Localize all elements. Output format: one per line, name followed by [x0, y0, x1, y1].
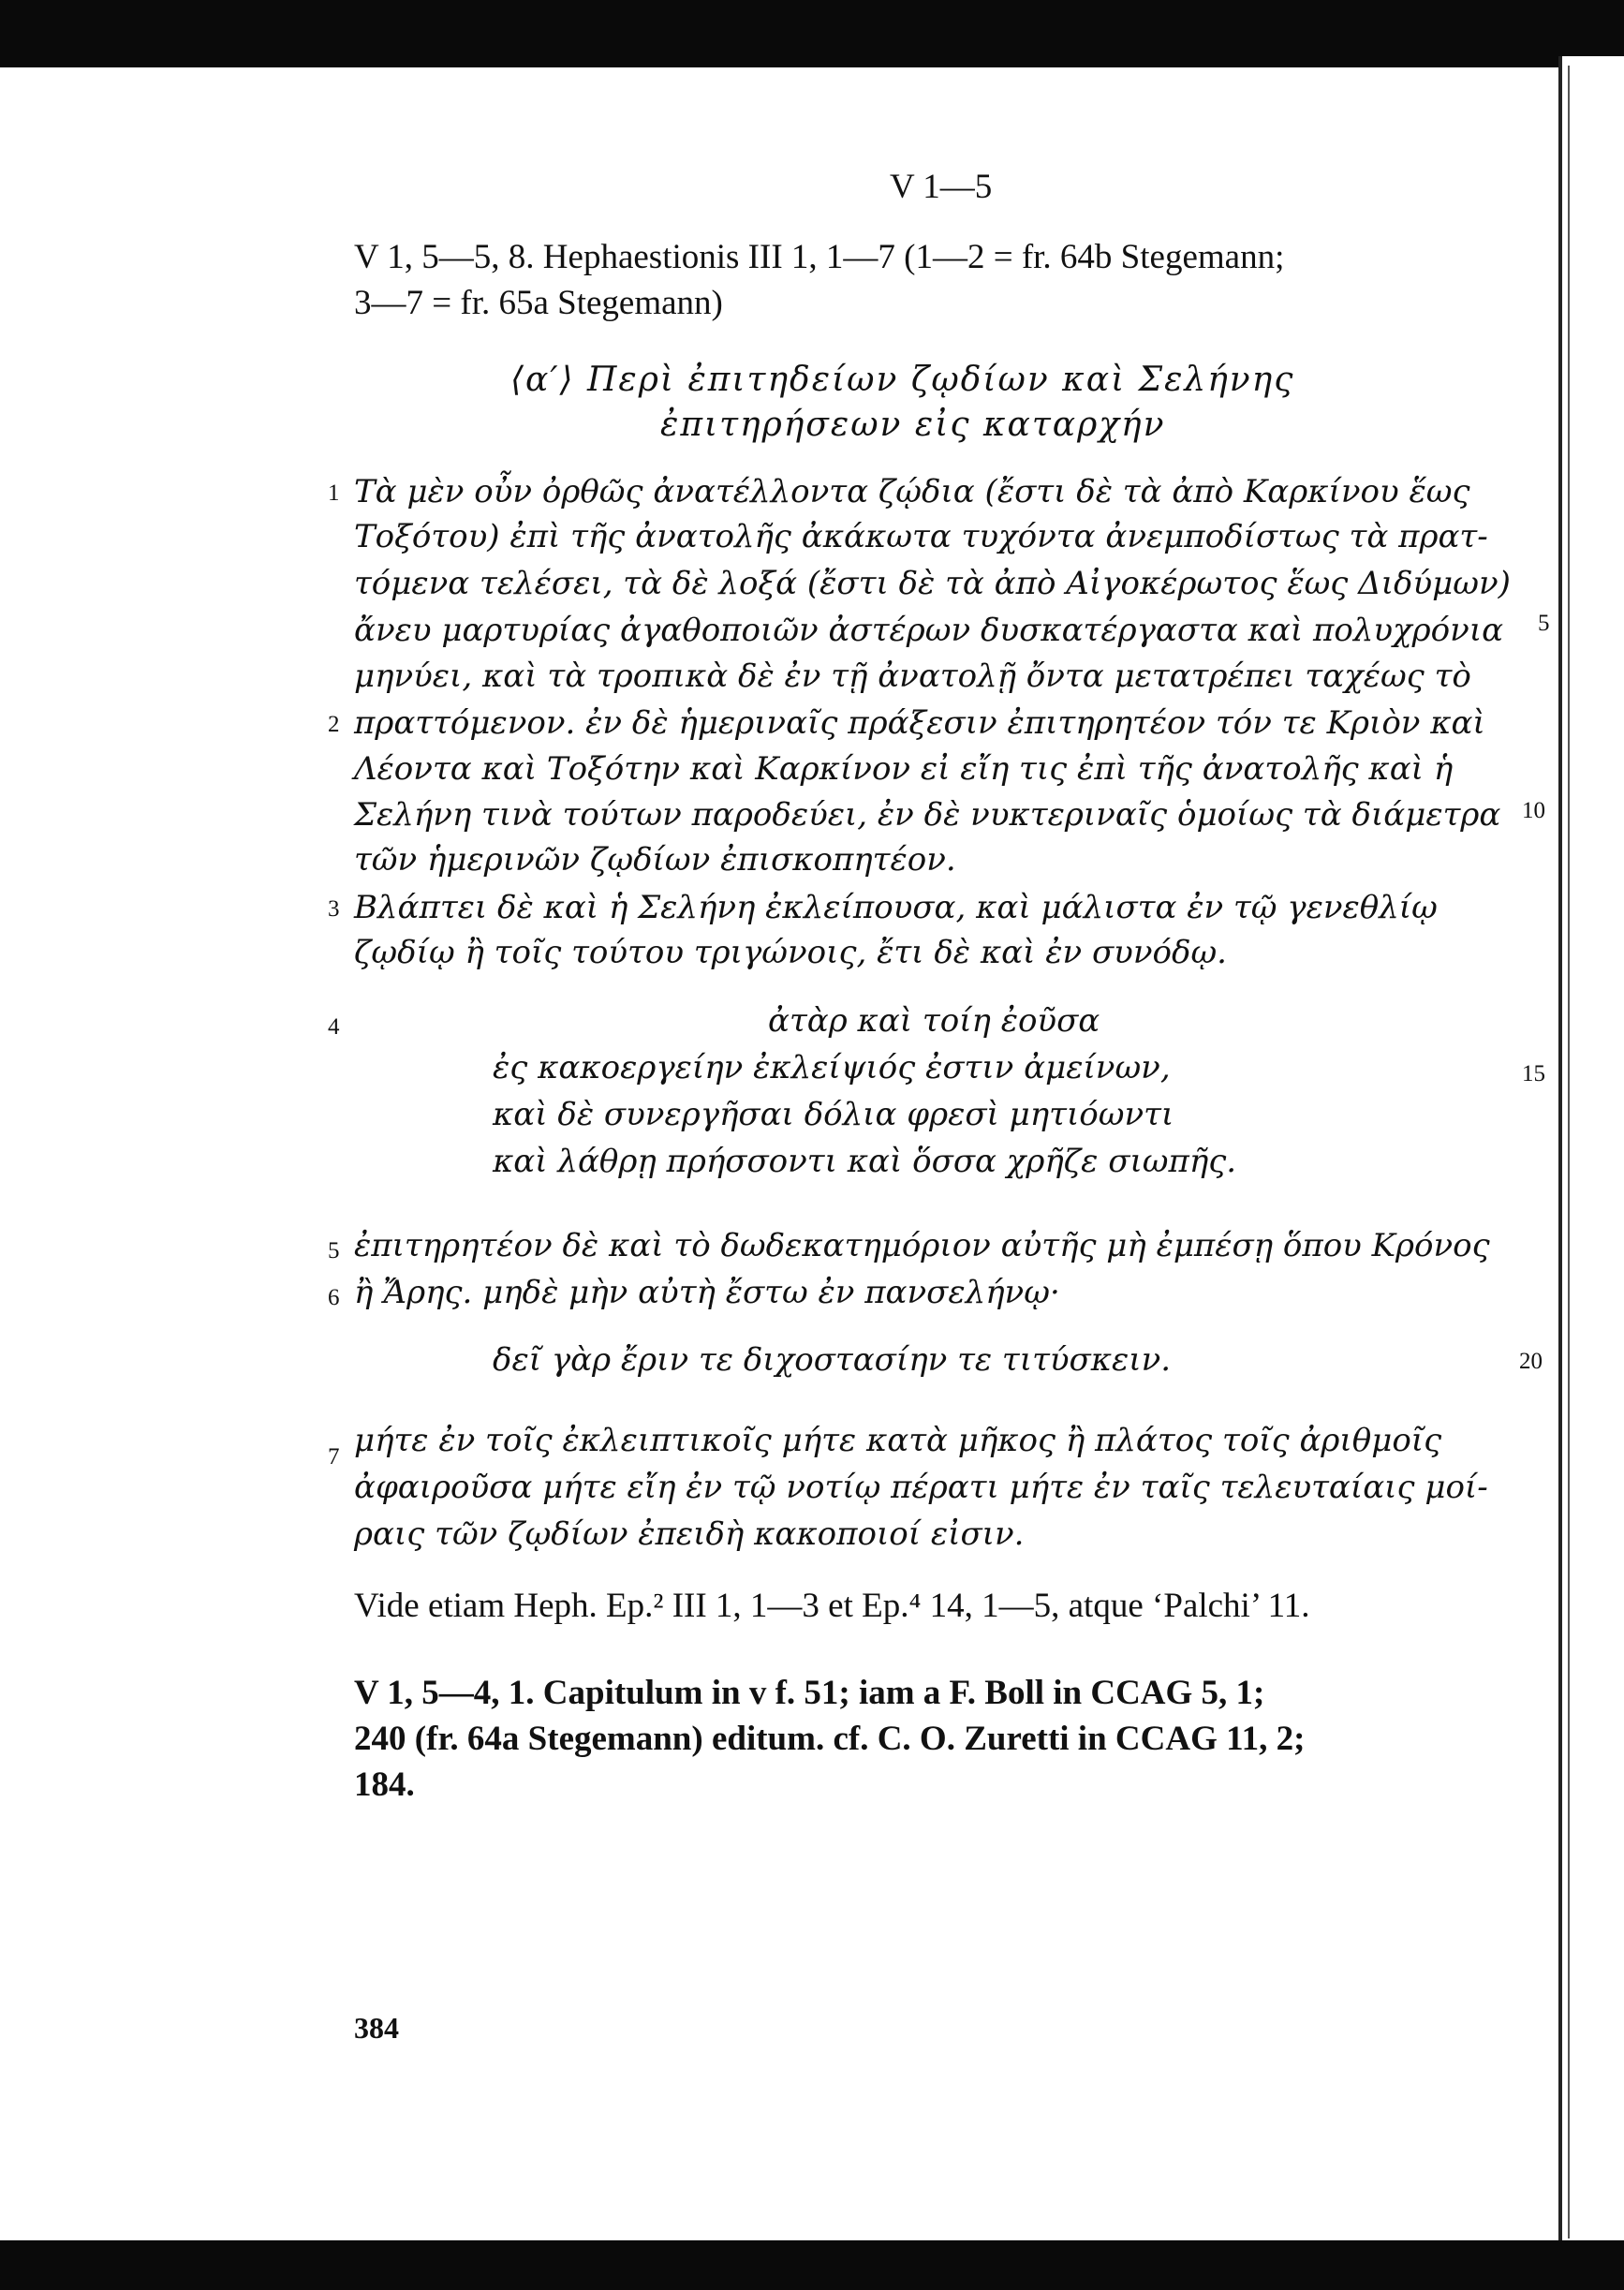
line-number-10: 10: [1522, 798, 1545, 823]
scan-right-margin: [1562, 56, 1624, 2253]
text-line: Βλάπτει δὲ καὶ ἡ Σελήνη ἐκλείπουσα, καὶ μάλιστα ἐν τῷ γενεθλίῳ: [354, 889, 1438, 926]
verse-line: δεῖ γὰρ ἔριν τε διχοστασίην τε τιτύσκειν.: [493, 1341, 1172, 1379]
section-number-7: 7: [328, 1444, 340, 1470]
section-number-3: 3: [328, 896, 340, 922]
text-line: ραις τῶν ζῳδίων ἐπειδὴ κακοποιοί εἰσιν.: [354, 1515, 1025, 1553]
text-line: ἢ Ἄρης. μηδὲ μὴν αὐτὴ ἔστω ἐν πανσελήνῳ·: [354, 1274, 1060, 1311]
chapter-title-line-2: ἐπιτηρήσεων εἰς καταρχήν: [660, 406, 1166, 444]
line-number-5: 5: [1538, 611, 1550, 636]
text-line: μηνύει, καὶ τὰ τροπικὰ δὲ ἐν τῇ ἀνατολῇ ὄντα μετατρέπει ταχέως τὸ: [354, 657, 1471, 695]
text-line: Τοξότου) ἐπὶ τῆς ἀνατολῆς ἀκάκωτα τυχόντα ἀνεμποδίστως τὰ πρατ-: [354, 518, 1488, 555]
text-line: Σελήνη τινὰ τούτων παροδεύει, ἐν δὲ νυκτεριναῖς ὁμοίως τὰ διάμετρα: [354, 796, 1501, 834]
text-line: ἀφαιροῦσα μήτε εἴη ἐν τῷ νοτίῳ πέρατι μήτε ἐν ταῖς τελευταίαις μοί-: [354, 1469, 1488, 1506]
text-line: Λέοντα καὶ Τοξότην καὶ Καρκίνον εἰ εἴη τις ἐπὶ τῆς ἀνατολῆς καὶ ἡ: [354, 750, 1454, 788]
scan-top-border: [0, 0, 1624, 67]
text-line: ἄνευ μαρτυρίας ἀγαθοποιῶν ἀστέρων δυσκατέργαστα καὶ πολυχρόνια: [354, 612, 1504, 649]
section-number-2: 2: [328, 712, 340, 737]
running-head: V 1—5: [890, 168, 993, 206]
text-line: μήτε ἐν τοῖς ἐκλειπτικοῖς μήτε κατὰ μῆκος ἢ πλάτος τοῖς ἀριθμοῖς: [354, 1422, 1442, 1459]
text-line: ἐπιτηρητέον δὲ καὶ τὸ δωδεκατημόριον αὐτῆς μὴ ἐμπέσῃ ὅπου Κρόνος: [354, 1227, 1490, 1264]
source-line-2: 3—7 = fr. 65a Stegemann): [354, 284, 723, 322]
vide-etiam-line: Vide etiam Heph. Ep.² III 1, 1—3 et Ep.⁴ 14, 1—5, atque ‘Palchi’ 11.: [354, 1587, 1310, 1625]
scan-bottom-border: [0, 2240, 1624, 2290]
section-number-6: 6: [328, 1285, 340, 1310]
section-number-5: 5: [328, 1238, 340, 1263]
text-line: τόμενα τελέσει, τὰ δὲ λοξά (ἔστι δὲ τὰ ἀπὸ Αἰγοκέρωτος ἕως Διδύμων): [354, 565, 1511, 602]
verse-line: ἐς κακοεργείην ἐκλείψιός ἐστιν ἀμείνων,: [493, 1049, 1171, 1086]
chapter-title-line-1: ⟨α′⟩ Περὶ ἐπιτηδείων ζῳδίων καὶ Σελήνης: [510, 361, 1295, 399]
scan-right-edge-inner: [1568, 66, 1570, 2238]
verse-line: καὶ λάθρῃ πρήσσοντι καὶ ὅσσα χρῆζε σιωπῆς.: [493, 1143, 1237, 1180]
text-line: τῶν ἡμερινῶν ζῳδίων ἐπισκοπητέον.: [354, 841, 956, 879]
source-line-1: V 1, 5—5, 8. Hephaestionis III 1, 1—7 (1—2 = fr. 64b Stegemann;: [354, 238, 1285, 276]
text-line: ζῳδίῳ ἢ τοῖς τούτου τριγώνοις, ἔτι δὲ καὶ ἐν συνόδῳ.: [354, 934, 1227, 971]
line-number-15: 15: [1522, 1061, 1545, 1086]
verse-line: ἀτὰρ καὶ τοίη ἐοῦσα: [768, 1002, 1100, 1040]
note-line-2: 240 (fr. 64a Stegemann) editum. cf. C. O. Zuretti in CCAG 11, 2;: [354, 1720, 1306, 1758]
page-number: 384: [354, 2011, 399, 2045]
section-number-4: 4: [328, 1014, 340, 1040]
section-number-1: 1: [328, 480, 340, 506]
line-number-20: 20: [1519, 1349, 1543, 1374]
text-line: Τὰ μὲν οὖν ὀρθῶς ἀνατέλλοντα ζῴδια (ἔστι δὲ τὰ ἀπὸ Καρκίνου ἕως: [354, 473, 1470, 510]
verse-line: καὶ δὲ συνεργῆσαι δόλια φρεσὶ μητιόωντι: [493, 1096, 1174, 1133]
text-line: πραττόμενον. ἐν δὲ ἡμεριναῖς πράξεσιν ἐπιτηρητέον τόν τε Κριὸν καὶ: [354, 704, 1485, 742]
scan-right-edge: [1558, 56, 1562, 2253]
note-line-3: 184.: [354, 1766, 415, 1804]
note-line-1: V 1, 5—4, 1. Capitulum in v f. 51; iam a F. Boll in CCAG 5, 1;: [354, 1674, 1265, 1712]
